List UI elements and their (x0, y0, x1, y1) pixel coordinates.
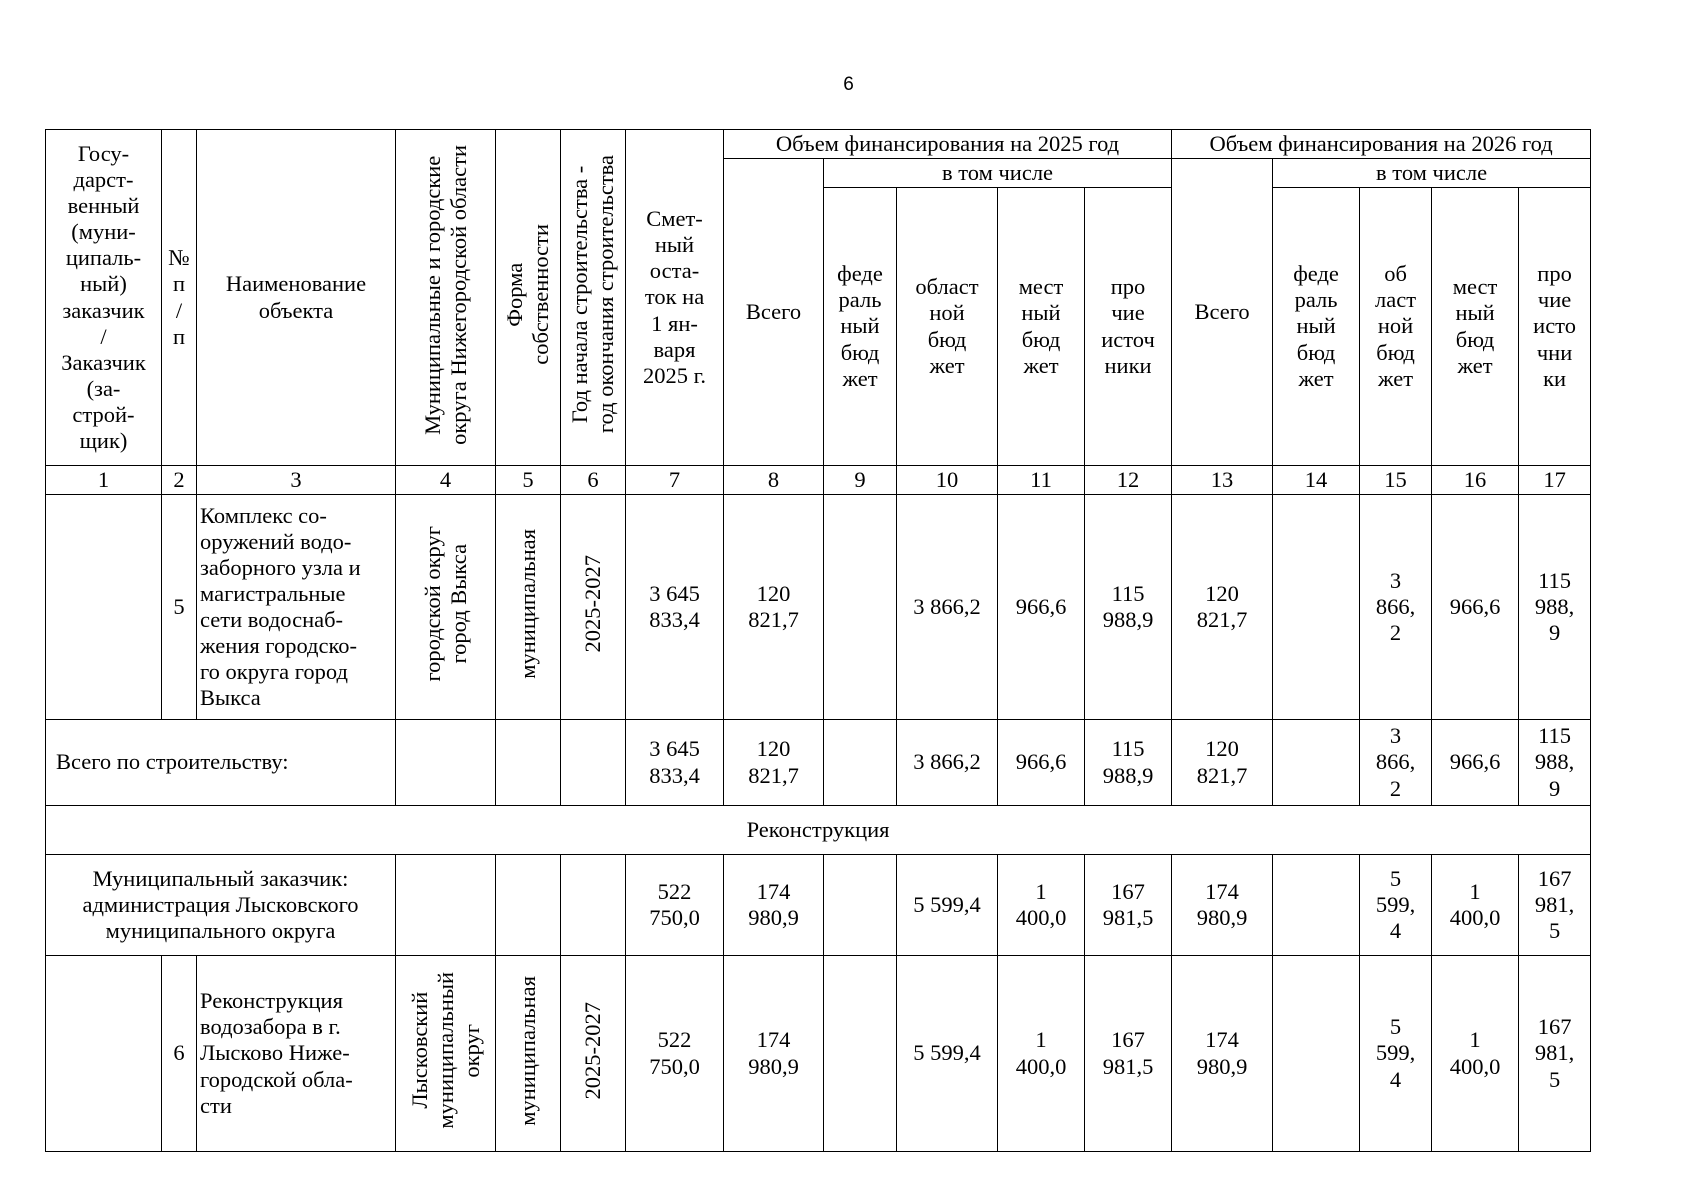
row-district-cell (396, 956, 496, 1152)
header-other-2026: про чие исто чни ки (1519, 188, 1591, 466)
header-years-cell (561, 130, 626, 466)
col-number: 3 (197, 466, 396, 495)
customer-federal-2026 (1273, 855, 1360, 956)
row-object-name: Реконструкция водозабора в г. Лысково Ниже- городской обла- сти (197, 956, 396, 1152)
customer-other-2025: 167 981,5 (1085, 855, 1172, 956)
section-reconstruction: Реконструкция (46, 806, 1591, 855)
row-district: городской округ город Выкса (419, 526, 471, 682)
total-estimated-balance: 3 645 833,4 (626, 720, 724, 806)
col-number: 14 (1273, 466, 1360, 495)
col-number: 6 (561, 466, 626, 495)
row-object-name: Комплекс со- оружений водо- заборного узла и магистральные сети водоснаб- жения городско- го округа город Выкса (197, 495, 396, 720)
section-row (46, 806, 1591, 855)
header-ownership-cell (496, 130, 561, 466)
customer-local-2025: 1 400,0 (998, 855, 1085, 956)
empty-cell (396, 855, 496, 956)
customer-other-2026: 167 981, 5 (1519, 855, 1591, 956)
empty-cell (561, 720, 626, 806)
header-districts: Муниципальные и городские округа Нижегородской области (419, 144, 471, 445)
row-other-2026: 167 981, 5 (1519, 956, 1591, 1152)
row-other-2025: 115 988,9 (1085, 495, 1172, 720)
row-customer (46, 956, 162, 1152)
row-years-cell (561, 956, 626, 1152)
row-federal-2026 (1273, 956, 1360, 1152)
row-years: 2025-2027 (580, 1001, 606, 1100)
empty-cell (561, 855, 626, 956)
col-number: 4 (396, 466, 496, 495)
row-district-cell (396, 495, 496, 720)
row-customer (46, 495, 162, 720)
row-local-2026: 1 400,0 (1432, 956, 1519, 1152)
row-local-2025: 966,6 (998, 495, 1085, 720)
row-years-cell (561, 495, 626, 720)
row-federal-2025 (824, 495, 897, 720)
row-total-2026: 174 980,9 (1172, 956, 1273, 1152)
row-pp: 6 (162, 956, 197, 1152)
row-years: 2025-2027 (580, 555, 606, 653)
header-construction-years: Год начала строительства - год окончания строительства (567, 155, 618, 434)
total-regional-2025: 3 866,2 (897, 720, 998, 806)
row-total-2025: 120 821,7 (724, 495, 824, 720)
page-number: 6 (843, 74, 854, 95)
row-total-2025: 174 980,9 (724, 956, 824, 1152)
row-estimated-balance: 3 645 833,4 (626, 495, 724, 720)
header-row-1 (46, 130, 1591, 159)
header-object-name: Наименование объекта (197, 130, 396, 466)
row-regional-2025: 3 866,2 (897, 495, 998, 720)
row-federal-2026 (1273, 495, 1360, 720)
total-federal-2025 (824, 720, 897, 806)
header-ownership: Форма собственности (502, 224, 553, 365)
header-total-2026: Всего (1172, 159, 1273, 466)
col-number: 13 (1172, 466, 1273, 495)
col-number: 11 (998, 466, 1085, 495)
total-2026: 120 821,7 (1172, 720, 1273, 806)
row-other-2026: 115 988, 9 (1519, 495, 1591, 720)
investment-program-table (45, 129, 1591, 1152)
row-pp: 5 (162, 495, 197, 720)
col-number: 7 (626, 466, 724, 495)
customer-total-2025: 174 980,9 (724, 855, 824, 956)
header-funding-2025: Объем финансирования на 2025 год (724, 130, 1172, 159)
header-local-2025: мест ный бюд жет (998, 188, 1085, 466)
header-incl-2025: в том числе (824, 159, 1172, 188)
column-numbers-row (46, 466, 1591, 495)
total-local-2026: 966,6 (1432, 720, 1519, 806)
empty-cell (396, 720, 496, 806)
col-number: 16 (1432, 466, 1519, 495)
col-number: 2 (162, 466, 197, 495)
row-ownership: муниципальная (515, 529, 541, 679)
total-2025: 120 821,7 (724, 720, 824, 806)
row-ownership-cell (496, 956, 561, 1152)
customer-lyskovo-label: Муниципальный заказчик: администрация Лысковского муниципального округа (46, 855, 396, 956)
col-number: 15 (1360, 466, 1432, 495)
row-district: Лысковский муниципальный округ (406, 972, 484, 1129)
header-federal-2026: феде раль ный бюд жет (1273, 188, 1360, 466)
customer-federal-2025 (824, 855, 897, 956)
col-number: 1 (46, 466, 162, 495)
total-other-2025: 115 988,9 (1085, 720, 1172, 806)
empty-cell (496, 720, 561, 806)
total-other-2026: 115 988, 9 (1519, 720, 1591, 806)
row-ownership-cell (496, 495, 561, 720)
row-federal-2025 (824, 956, 897, 1152)
row-estimated-balance: 522 750,0 (626, 956, 724, 1152)
row-regional-2026: 3 866, 2 (1360, 495, 1432, 720)
header-districts-cell (396, 130, 496, 466)
total-local-2025: 966,6 (998, 720, 1085, 806)
header-federal-2025: феде раль ный бюд жет (824, 188, 897, 466)
col-number: 8 (724, 466, 824, 495)
col-number: 17 (1519, 466, 1591, 495)
row-local-2025: 1 400,0 (998, 956, 1085, 1152)
row-local-2026: 966,6 (1432, 495, 1519, 720)
col-number: 12 (1085, 466, 1172, 495)
header-pp: № п / п (162, 130, 197, 466)
row-total-2026: 120 821,7 (1172, 495, 1273, 720)
total-federal-2026 (1273, 720, 1360, 806)
header-estimated-balance: Смет- ный оста- ток на 1 ян- варя 2025 г. (626, 130, 724, 466)
header-funding-2026: Объем финансирования на 2026 год (1172, 130, 1591, 159)
header-local-2026: мест ный бюд жет (1432, 188, 1519, 466)
header-customer: Госу- дарст- венный (муни- ципаль- ный) заказчик / Заказчик (за- строй- щик) (46, 130, 162, 466)
header-other-2025: про чие источ ники (1085, 188, 1172, 466)
customer-total-2026: 174 980,9 (1172, 855, 1273, 956)
table-row (46, 956, 1591, 1152)
row-other-2025: 167 981,5 (1085, 956, 1172, 1152)
customer-row (46, 855, 1591, 956)
row-regional-2025: 5 599,4 (897, 956, 998, 1152)
total-construction-label: Всего по строительству: (46, 720, 396, 806)
header-incl-2026: в том числе (1273, 159, 1591, 188)
col-number: 10 (897, 466, 998, 495)
customer-estimated-balance: 522 750,0 (626, 855, 724, 956)
empty-cell (496, 855, 561, 956)
table-row (46, 495, 1591, 720)
total-regional-2026: 3 866, 2 (1360, 720, 1432, 806)
header-total-2025: Всего (724, 159, 824, 466)
header-regional-2026: об ласт ной бюд жет (1360, 188, 1432, 466)
header-regional-2025: област ной бюд жет (897, 188, 998, 466)
total-construction-row (46, 720, 1591, 806)
customer-regional-2026: 5 599, 4 (1360, 855, 1432, 956)
row-regional-2026: 5 599, 4 (1360, 956, 1432, 1152)
col-number: 5 (496, 466, 561, 495)
row-ownership: муниципальная (515, 975, 541, 1126)
col-number: 9 (824, 466, 897, 495)
customer-local-2026: 1 400,0 (1432, 855, 1519, 956)
customer-regional-2025: 5 599,4 (897, 855, 998, 956)
